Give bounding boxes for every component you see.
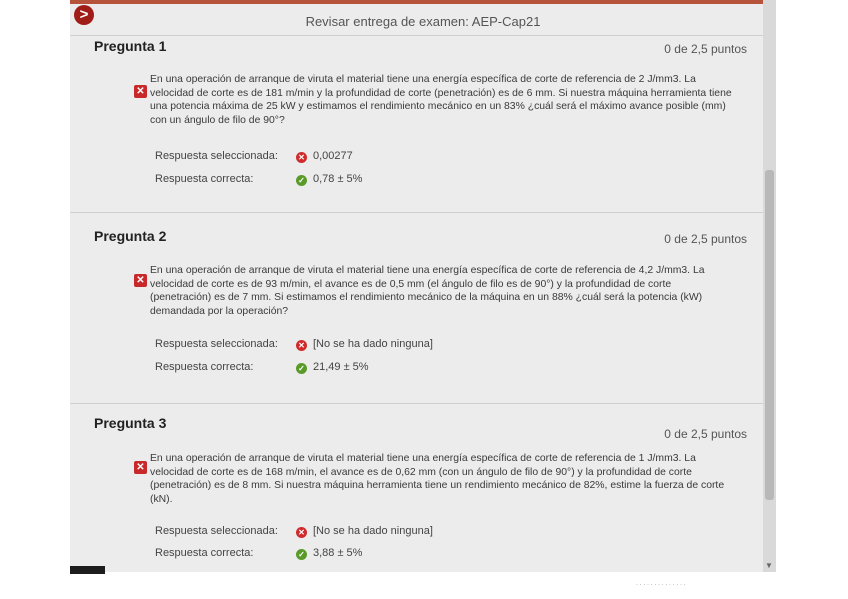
correct-answer-row [155, 361, 369, 374]
collapse-menu-icon[interactable]: > [74, 5, 94, 25]
divider [70, 403, 763, 404]
selected-answer-label: Respuesta seleccionada: [155, 338, 278, 350]
correct-icon: ✓ [296, 549, 307, 560]
exam-review-window [70, 0, 776, 572]
question-text: En una operación de arranque de viruta el material tiene una energía específica de corte de referencia de 1 J/mm3. La velocidad de corte es de 168 m/min, el avance es de 0,62 mm (con un ángulo de filo de 90°) y la profundidad de corte (penetración) es de 8 mm. Si nuestra máquina herramienta tiene un rendimiento mecánico de 82%, estime la fuerza de corte (kN). [150, 453, 725, 505]
question-points: 0 de 2,5 puntos [664, 42, 747, 56]
correct-answer-row [155, 173, 362, 186]
question-points: 0 de 2,5 puntos [664, 232, 747, 246]
divider [70, 212, 763, 213]
incorrect-mark-icon: ✕ [134, 274, 147, 287]
selected-answer-label: Respuesta seleccionada: [155, 525, 278, 537]
selected-answer-value: [No se ha dado ninguna] [313, 525, 433, 537]
correct-answer-row [155, 547, 362, 560]
correct-icon: ✓ [296, 363, 307, 374]
selected-answer-value: 0,00277 [313, 150, 353, 162]
incorrect-mark-icon: ✕ [134, 461, 147, 474]
top-accent-bar [70, 0, 776, 4]
correct-answer-value: 21,49 ± 5% [313, 361, 369, 373]
incorrect-icon: ✕ [296, 340, 307, 351]
correct-answer-label: Respuesta correcta: [155, 547, 254, 559]
correct-answer-label: Respuesta correcta: [155, 361, 254, 373]
taskbar-fragment [70, 566, 105, 574]
question-text: En una operación de arranque de viruta el material tiene una energía específica de corte de referencia de 2 J/mm3. La velocidad de corte es de 181 m/min y la profundidad de corte (penetración) es de 6 mm. Si nuestra máquina herramienta tiene una potencia máxima de 25 kW y estimamos el rendimiento mecánico en un 83% ¿cuál será el máximo avance posible (mm) con un ángulo de filo de 90°? [150, 74, 732, 126]
selected-answer-row [155, 150, 353, 163]
incorrect-mark-icon: ✕ [134, 85, 147, 98]
question-title: Pregunta 2 [94, 228, 167, 244]
correct-answer-value: 3,88 ± 5% [313, 547, 363, 559]
scroll-down-arrow-icon[interactable]: ▼ [765, 561, 773, 570]
correct-answer-value: 0,78 ± 5% [313, 173, 363, 185]
selected-answer-label: Respuesta seleccionada: [155, 150, 278, 162]
question-title: Pregunta 1 [94, 38, 167, 54]
correct-answer-label: Respuesta correcta: [155, 173, 254, 185]
correct-icon: ✓ [296, 175, 307, 186]
scrollbar-thumb[interactable] [765, 170, 774, 500]
incorrect-icon: ✕ [296, 527, 307, 538]
selected-answer-value: [No se ha dado ninguna] [313, 338, 433, 350]
question-text: En una operación de arranque de viruta el material tiene una energía específica de corte de referencia de 4,2 J/mm3. La velocidad de corte es de 93 m/min, el avance es de 0,5 mm (el ángulo de filo es de 90°) y la profundidad de corte (penetración) es de 7 mm. Si estimamos el rendimiento mecánico de la máquina en un 88% ¿cuál será la potencia (kW) demandada por la operación? [150, 265, 705, 317]
selected-answer-row [155, 338, 433, 351]
incorrect-icon: ✕ [296, 152, 307, 163]
question-points: 0 de 2,5 puntos [664, 427, 747, 441]
vertical-scrollbar[interactable] [763, 0, 776, 572]
divider [70, 35, 763, 36]
page-title: Revisar entrega de examen: AEP-Cap21 [305, 14, 541, 29]
selected-answer-row [155, 525, 433, 538]
question-title: Pregunta 3 [94, 415, 167, 431]
scanner-watermark: · · · · · · · · · · · · · · [636, 582, 686, 588]
